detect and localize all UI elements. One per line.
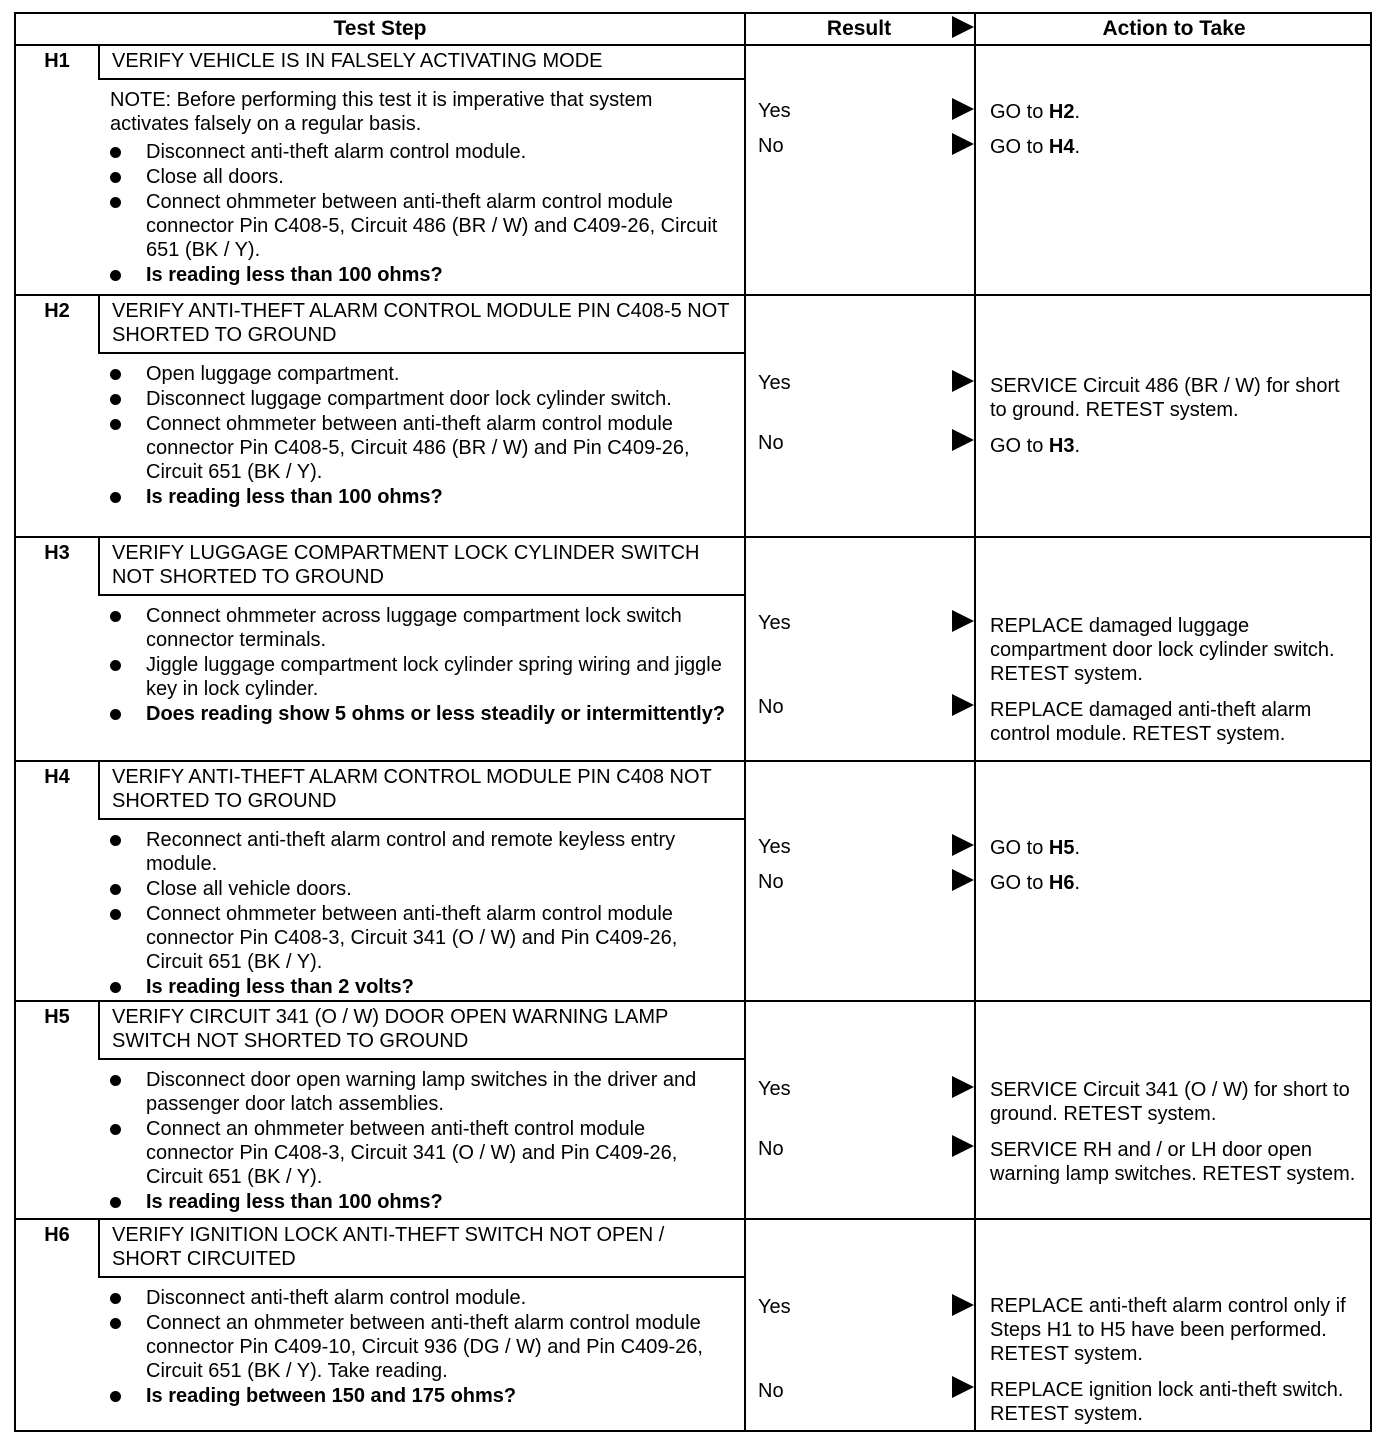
bullet-icon (110, 1293, 121, 1304)
action-no: GO to H4. (990, 136, 1081, 158)
result-yes: Yes (758, 100, 791, 122)
step-body (98, 824, 744, 1000)
arrow-icon (952, 869, 974, 891)
step-body (98, 1282, 744, 1409)
arrow-icon (952, 610, 974, 632)
step-question: Is reading less than 2 volts? (110, 975, 734, 999)
result-yes: Yes (758, 1296, 791, 1318)
arrow-icon (952, 429, 974, 451)
list-item: Open luggage compartment. (110, 362, 734, 386)
step-body (98, 1064, 744, 1215)
action-yes: REPLACE anti-theft alarm control only if Steps H1 to H5 have been performed. RETEST system. (990, 1295, 1346, 1365)
result-yes: Yes (758, 836, 791, 858)
list-item: Connect an ohmmeter between anti-theft alarm control module connector Pin C409-10, Circuit 936 (DG / W) and Pin C409-26, Circuit 651 (BK / Y). Take reading. (110, 1311, 734, 1383)
step-note: NOTE: Before performing this test it is imperative that system activates falsely on a regular basis. (110, 89, 653, 135)
diagnostic-table (14, 12, 1372, 1432)
bullet-icon (110, 419, 121, 430)
bullet-icon (110, 1124, 121, 1135)
list-item: Connect an ohmmeter between anti-theft control module connector Pin C408-3, Circuit 341 (O / W) and Pin C409-26, Circuit 651 (BK / Y). (110, 1117, 734, 1189)
action-yes: GO to H5. (990, 837, 1081, 859)
bullet-icon (110, 394, 121, 405)
bullet-icon (110, 660, 121, 671)
step-h6 (16, 1220, 1370, 1430)
step-title: VERIFY CIRCUIT 341 (O / W) DOOR OPEN WARNING LAMP SWITCH NOT SHORTED TO GROUND (98, 1002, 744, 1060)
action-yes: REPLACE damaged luggage compartment door lock cylinder switch. RETEST system. (990, 615, 1335, 685)
header-action: Action to Take (1102, 17, 1246, 40)
bullet-icon (110, 884, 121, 895)
result-no: No (758, 871, 784, 893)
bullet-icon (110, 1075, 121, 1086)
list-item: Close all doors. (110, 165, 734, 189)
step-h1 (16, 46, 1370, 296)
bullet-icon (110, 709, 121, 720)
list-item: Disconnect luggage compartment door lock cylinder switch. (110, 387, 734, 411)
step-question: Is reading between 150 and 175 ohms? (110, 1384, 734, 1408)
result-no: No (758, 1380, 784, 1402)
step-h5 (16, 1002, 1370, 1220)
step-question: Is reading less than 100 ohms? (110, 1190, 734, 1214)
action-no: SERVICE RH and / or LH door open warning lamp switches. RETEST system. (990, 1139, 1356, 1185)
list-item: Connect ohmmeter between anti-theft alarm control module connector Pin C408-5, Circuit 486 (BR / W) and C409-26, Circuit 651 (BK / Y). (110, 190, 734, 262)
list-item: Connect ohmmeter between anti-theft alarm control module connector Pin C408-3, Circuit 341 (O / W) and Pin C409-26, Circuit 651 (BK / Y). (110, 902, 734, 974)
bullet-icon (110, 492, 121, 503)
bullet-icon (110, 369, 121, 380)
arrow-icon (952, 1294, 974, 1316)
bullet-icon (110, 1197, 121, 1208)
step-h4 (16, 762, 1370, 1002)
step-body (98, 600, 744, 727)
list-item: Jiggle luggage compartment lock cylinder spring wiring and jiggle key in lock cylinder. (110, 653, 734, 701)
step-question: Does reading show 5 ohms or less steadily or intermittently? (110, 702, 734, 726)
arrow-icon (952, 1376, 974, 1398)
arrow-icon (952, 133, 974, 155)
result-yes: Yes (758, 612, 791, 634)
action-no: REPLACE damaged anti-theft alarm control module. RETEST system. (990, 699, 1312, 745)
action-no: GO to H3. (990, 435, 1081, 457)
header-arrow-icon (952, 16, 974, 38)
step-body (98, 84, 744, 288)
list-item: Reconnect anti-theft alarm control and remote keyless entry module. (110, 828, 734, 876)
step-title: VERIFY LUGGAGE COMPARTMENT LOCK CYLINDER SWITCH NOT SHORTED TO GROUND (98, 538, 744, 596)
list-item: Disconnect anti-theft alarm control module. (110, 1286, 734, 1310)
result-no: No (758, 1138, 784, 1160)
result-no: No (758, 135, 784, 157)
step-title: VERIFY IGNITION LOCK ANTI-THEFT SWITCH NOT OPEN / SHORT CIRCUITED (98, 1220, 744, 1278)
list-item: Disconnect anti-theft alarm control module. (110, 140, 734, 164)
header-result: Result (826, 17, 892, 40)
bullet-icon (110, 909, 121, 920)
step-question: Is reading less than 100 ohms? (110, 263, 734, 287)
result-no: No (758, 432, 784, 454)
arrow-icon (952, 1135, 974, 1157)
step-id: H2 (44, 300, 70, 322)
step-title: VERIFY ANTI-THEFT ALARM CONTROL MODULE PIN C408 NOT SHORTED TO GROUND (98, 762, 744, 820)
step-id: H4 (44, 766, 70, 788)
step-title: VERIFY VEHICLE IS IN FALSELY ACTIVATING MODE (98, 46, 744, 80)
step-h3 (16, 538, 1370, 762)
header-test-step: Test Step (333, 17, 427, 40)
action-yes: SERVICE Circuit 486 (BR / W) for short to ground. RETEST system. (990, 375, 1340, 421)
bullet-icon (110, 270, 121, 281)
step-h2 (16, 296, 1370, 538)
arrow-icon (952, 370, 974, 392)
bullet-icon (110, 1318, 121, 1329)
result-yes: Yes (758, 1078, 791, 1100)
bullet-icon (110, 835, 121, 846)
step-id: H3 (44, 542, 70, 564)
bullet-icon (110, 172, 121, 183)
bullet-icon (110, 1391, 121, 1402)
action-no: GO to H6. (990, 872, 1081, 894)
arrow-icon (952, 98, 974, 120)
step-title: VERIFY ANTI-THEFT ALARM CONTROL MODULE PIN C408-5 NOT SHORTED TO GROUND (98, 296, 744, 354)
bullet-icon (110, 982, 121, 993)
table-header (16, 14, 1370, 46)
bullet-icon (110, 197, 121, 208)
arrow-icon (952, 694, 974, 716)
arrow-icon (952, 1076, 974, 1098)
action-no: REPLACE ignition lock anti-theft switch. RETEST system. (990, 1379, 1344, 1425)
arrow-icon (952, 834, 974, 856)
list-item: Disconnect door open warning lamp switches in the driver and passenger door latch assemblies. (110, 1068, 734, 1116)
step-id: H1 (44, 50, 70, 72)
action-yes: SERVICE Circuit 341 (O / W) for short to ground. RETEST system. (990, 1079, 1350, 1125)
step-question: Is reading less than 100 ohms? (110, 485, 734, 509)
action-yes: GO to H2. (990, 101, 1081, 123)
list-item: Connect ohmmeter between anti-theft alarm control module connector Pin C408-5, Circuit 486 (BR / W) and Pin C409-26, Circuit 651 (BK / Y). (110, 412, 734, 484)
step-id: H6 (44, 1224, 70, 1246)
step-body (98, 358, 744, 510)
result-no: No (758, 696, 784, 718)
bullet-icon (110, 611, 121, 622)
bullet-icon (110, 147, 121, 158)
list-item: Close all vehicle doors. (110, 877, 734, 901)
result-yes: Yes (758, 372, 791, 394)
step-id: H5 (44, 1006, 70, 1028)
list-item: Connect ohmmeter across luggage compartment lock switch connector terminals. (110, 604, 734, 652)
